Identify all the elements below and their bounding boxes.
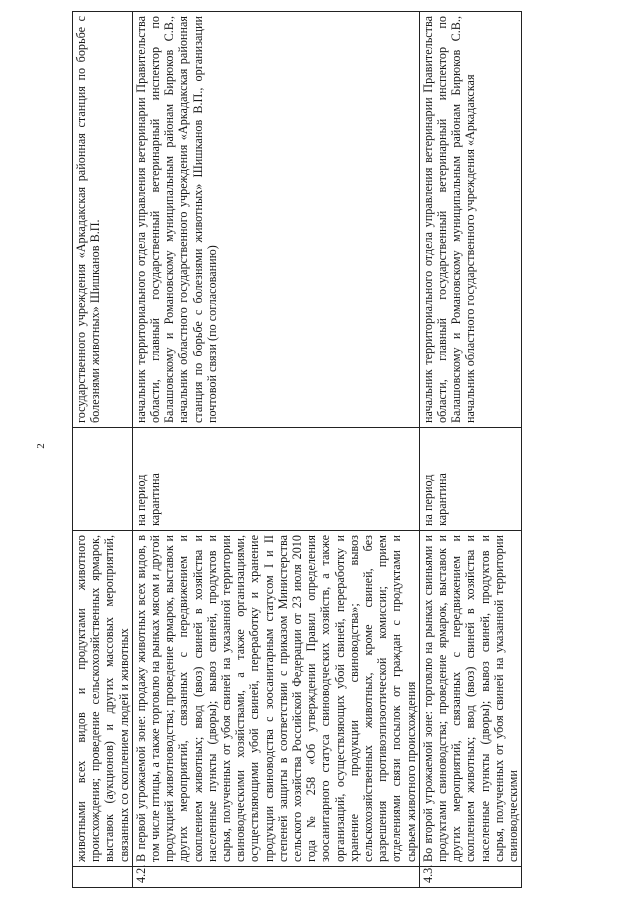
- term-text: на период карантина: [132, 428, 419, 531]
- measures-table: [72, 11, 522, 888]
- page-number: 2: [34, 443, 47, 449]
- term-text: на период карантина: [419, 428, 521, 531]
- row-number: [73, 867, 133, 888]
- term-text: [73, 428, 133, 531]
- measure-text: Во второй угрожаемой зоне: торговлю на рынках свиньями и продуктами свиноводства; проведение ярмарок, выставок и других мероприятий, связанных с передвижением и скоплением животных; ввод (ввоз) свиней в хозяйства и населенные пункты (дворы); вывоз свиней, продуктов и сырья, полученных от убоя свиней на указанной территории свиноводческими: [419, 531, 521, 867]
- table-row: [73, 12, 133, 888]
- responsible-text: начальник территориального отдела управления ветеринарии Правительства области, главный государственный ветеринарный инспектор по Балашовскому и Романовскому муниципальным районам Бирюков С.В., начальник областного государственного учреждения «Аркадакская: [419, 12, 521, 428]
- row-number: 4.3.: [419, 867, 521, 888]
- table-row: [132, 12, 419, 888]
- table-row: [419, 12, 521, 888]
- rotated-table-wrapper: [72, 12, 592, 888]
- responsible-text: начальник территориального отдела управления ветеринарии Правительства области, главный государственный ветеринарный инспектор по Балашовскому и Романовскому муниципальным районам Бирюков С.В., начальник областного государственного учреждения «Аркадакская районная станция по борьбе с болезнями животных» Шишканов В.П., организации почтовой связи (по согласованию): [132, 12, 419, 428]
- measure-text: В первой угрожаемой зоне: продажу животных всех видов, в том числе птицы, а также торговлю на рынках мясом и другой продукцией животноводства; проведение ярмарок, выставок и других мероприятий, связанных с передвижением и скоплением животных; ввод (ввоз) свиней в хозяйства и населенные пункты (дворы); вывоз свиней, продуктов и сырья, полученных от убоя свиней на указанной территории свиноводческими хозяйствами, а также организациями, осуществляющими убой свиней, переработку и хранение продукции свиноводства с зоосанитарным статусом I и II степеней защиты в соответствии с приказом Министерства сельского хозяйства Российской Федерации от 23 июля 2010 года № 258 «Об утверждении Правил определения зоосанитарного статуса свиноводческих хозяйств, а также организаций, осуществляющих убой свиней, переработку и хранение продукции свиноводства»; вывоз сельскохозяйственных животных, кроме свиней, без разрешения противоэпизоотической комиссии; прием отделениями связи посылок от граждан с продуктами и сырьем животного происхождения: [132, 531, 419, 867]
- row-number: 4.2.: [132, 867, 419, 888]
- responsible-text: государственного учреждения «Аркадакская районная станция по борьбе с болезнями животных» Шишканов В.П.: [73, 12, 133, 428]
- measure-text: животными всех видов и продуктами животного происхождения; проведение сельскохозяйственных ярмарок, выставок (аукционов) и других массовых мероприятий, связанных со скоплением людей и животных: [73, 531, 133, 867]
